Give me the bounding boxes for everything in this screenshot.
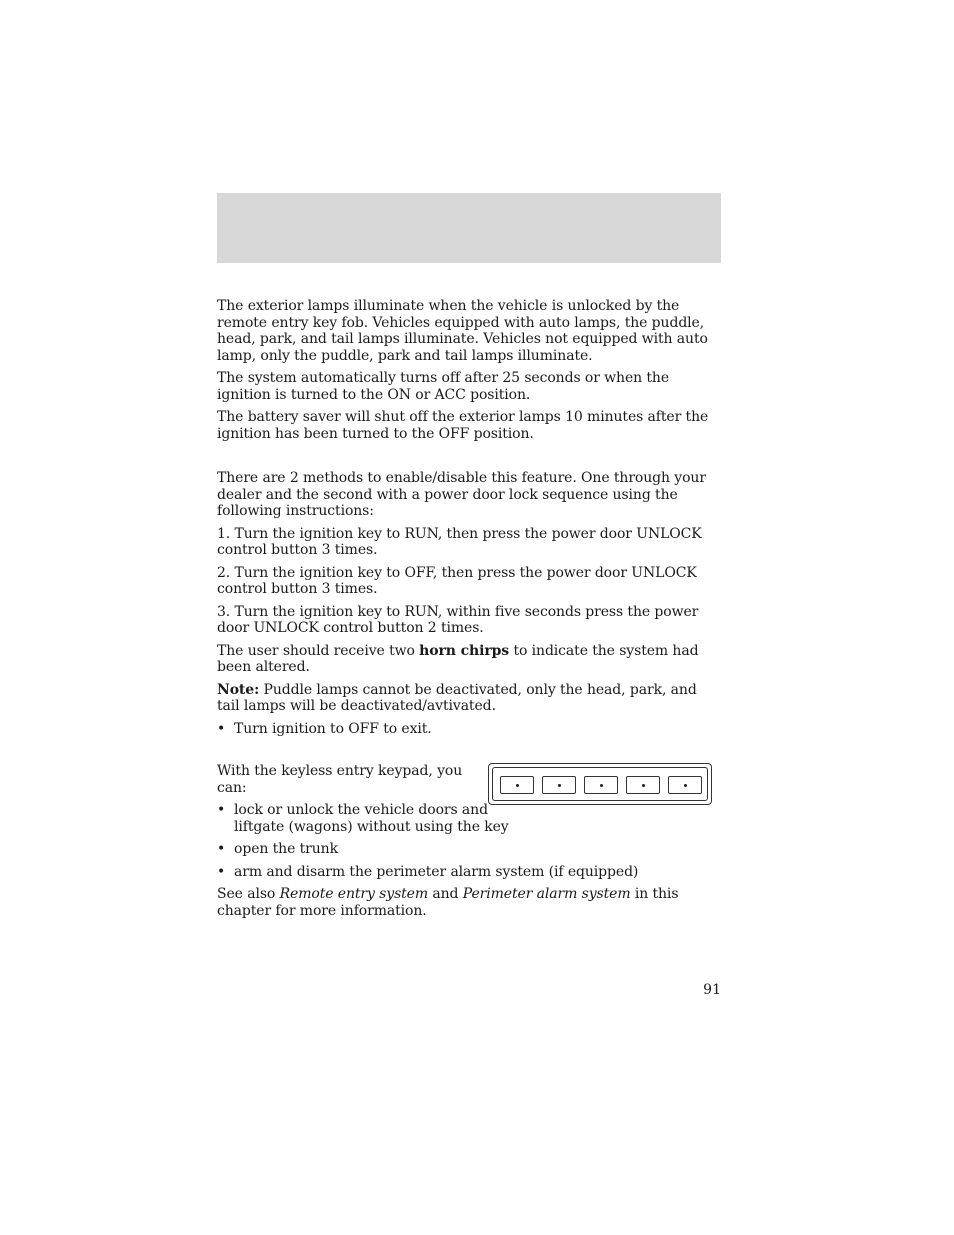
list-item xyxy=(217,721,721,738)
page-content xyxy=(217,298,721,925)
list-item-text: arm and disarm the perimeter alarm system (if equipped) xyxy=(234,863,639,880)
header-band xyxy=(217,193,721,263)
note xyxy=(217,682,721,715)
bullet-icon: • xyxy=(217,863,226,880)
paragraph: The system automatically turns off after 25 seconds or when the ignition is turned to the ON or ACC position. xyxy=(217,370,670,403)
paragraph: The battery saver will shut off the exterior lamps 10 minutes after the ignition has been turned to the OFF position. xyxy=(217,409,709,442)
keypad-key-3 xyxy=(584,776,618,794)
keypad-key-4 xyxy=(626,776,660,794)
paragraph: There are 2 methods to enable/disable this feature. One through your dealer and the second with a power door lock sequence using the following instructions: xyxy=(217,470,706,519)
keypad-key-5 xyxy=(668,776,702,794)
list-item xyxy=(217,864,721,881)
bold-term: horn chirps xyxy=(419,642,510,659)
bullet-icon: • xyxy=(217,720,226,737)
text-run: to indicate the system had been altered. xyxy=(217,642,699,675)
list-item xyxy=(217,841,721,858)
text-run: and xyxy=(428,886,463,902)
keypad-illustration xyxy=(488,763,712,805)
text-run: in this chapter for more information. xyxy=(217,886,679,919)
text-run: The user should receive two xyxy=(217,642,420,659)
paragraph: With the keyless entry keypad, you can: xyxy=(217,763,463,796)
text-run: See also xyxy=(217,886,280,902)
list-item-text: lock or unlock the vehicle doors and liftgate (wagons) without using the key xyxy=(234,802,509,835)
note-text: Puddle lamps cannot be deactivated, only the head, park, and tail lamps will be deactivated/avtivated. xyxy=(217,681,697,714)
list-item-text: Turn ignition to OFF to exit. xyxy=(234,720,432,737)
list-item xyxy=(217,802,721,835)
bullet-icon: • xyxy=(217,841,226,857)
page-number: 91 xyxy=(703,982,721,998)
paragraph: The exterior lamps illuminate when the vehicle is unlocked by the remote entry key fob. Vehicles equipped with auto lamps, the puddle, head, park, and tail lamps illuminate. Vehicles not equipped with auto lamp, only the puddle, park and tail lamps illuminate. xyxy=(217,298,708,364)
note-label: Note: xyxy=(217,681,260,698)
step-item: 2. Turn the ignition key to OFF, then press the power door UNLOCK control button 3 times. xyxy=(217,564,697,597)
section-gap xyxy=(217,743,721,763)
paragraph xyxy=(217,643,721,676)
list-item-text: open the trunk xyxy=(234,841,338,857)
cross-reference: Remote entry system xyxy=(279,886,429,902)
paragraph xyxy=(217,886,721,919)
keypad-key-1 xyxy=(500,776,534,794)
section-gap xyxy=(217,448,721,470)
keypad-frame xyxy=(492,767,708,801)
keypad-section xyxy=(217,763,721,919)
step-item: 1. Turn the ignition key to RUN, then press the power door UNLOCK control button 3 times. xyxy=(217,525,702,558)
bullet-icon: • xyxy=(217,802,226,818)
step-item: 3. Turn the ignition key to RUN, within five seconds press the power door UNLOCK control button 2 times. xyxy=(217,603,699,636)
cross-reference: Perimeter alarm system xyxy=(462,886,631,902)
keypad-key-2 xyxy=(542,776,576,794)
